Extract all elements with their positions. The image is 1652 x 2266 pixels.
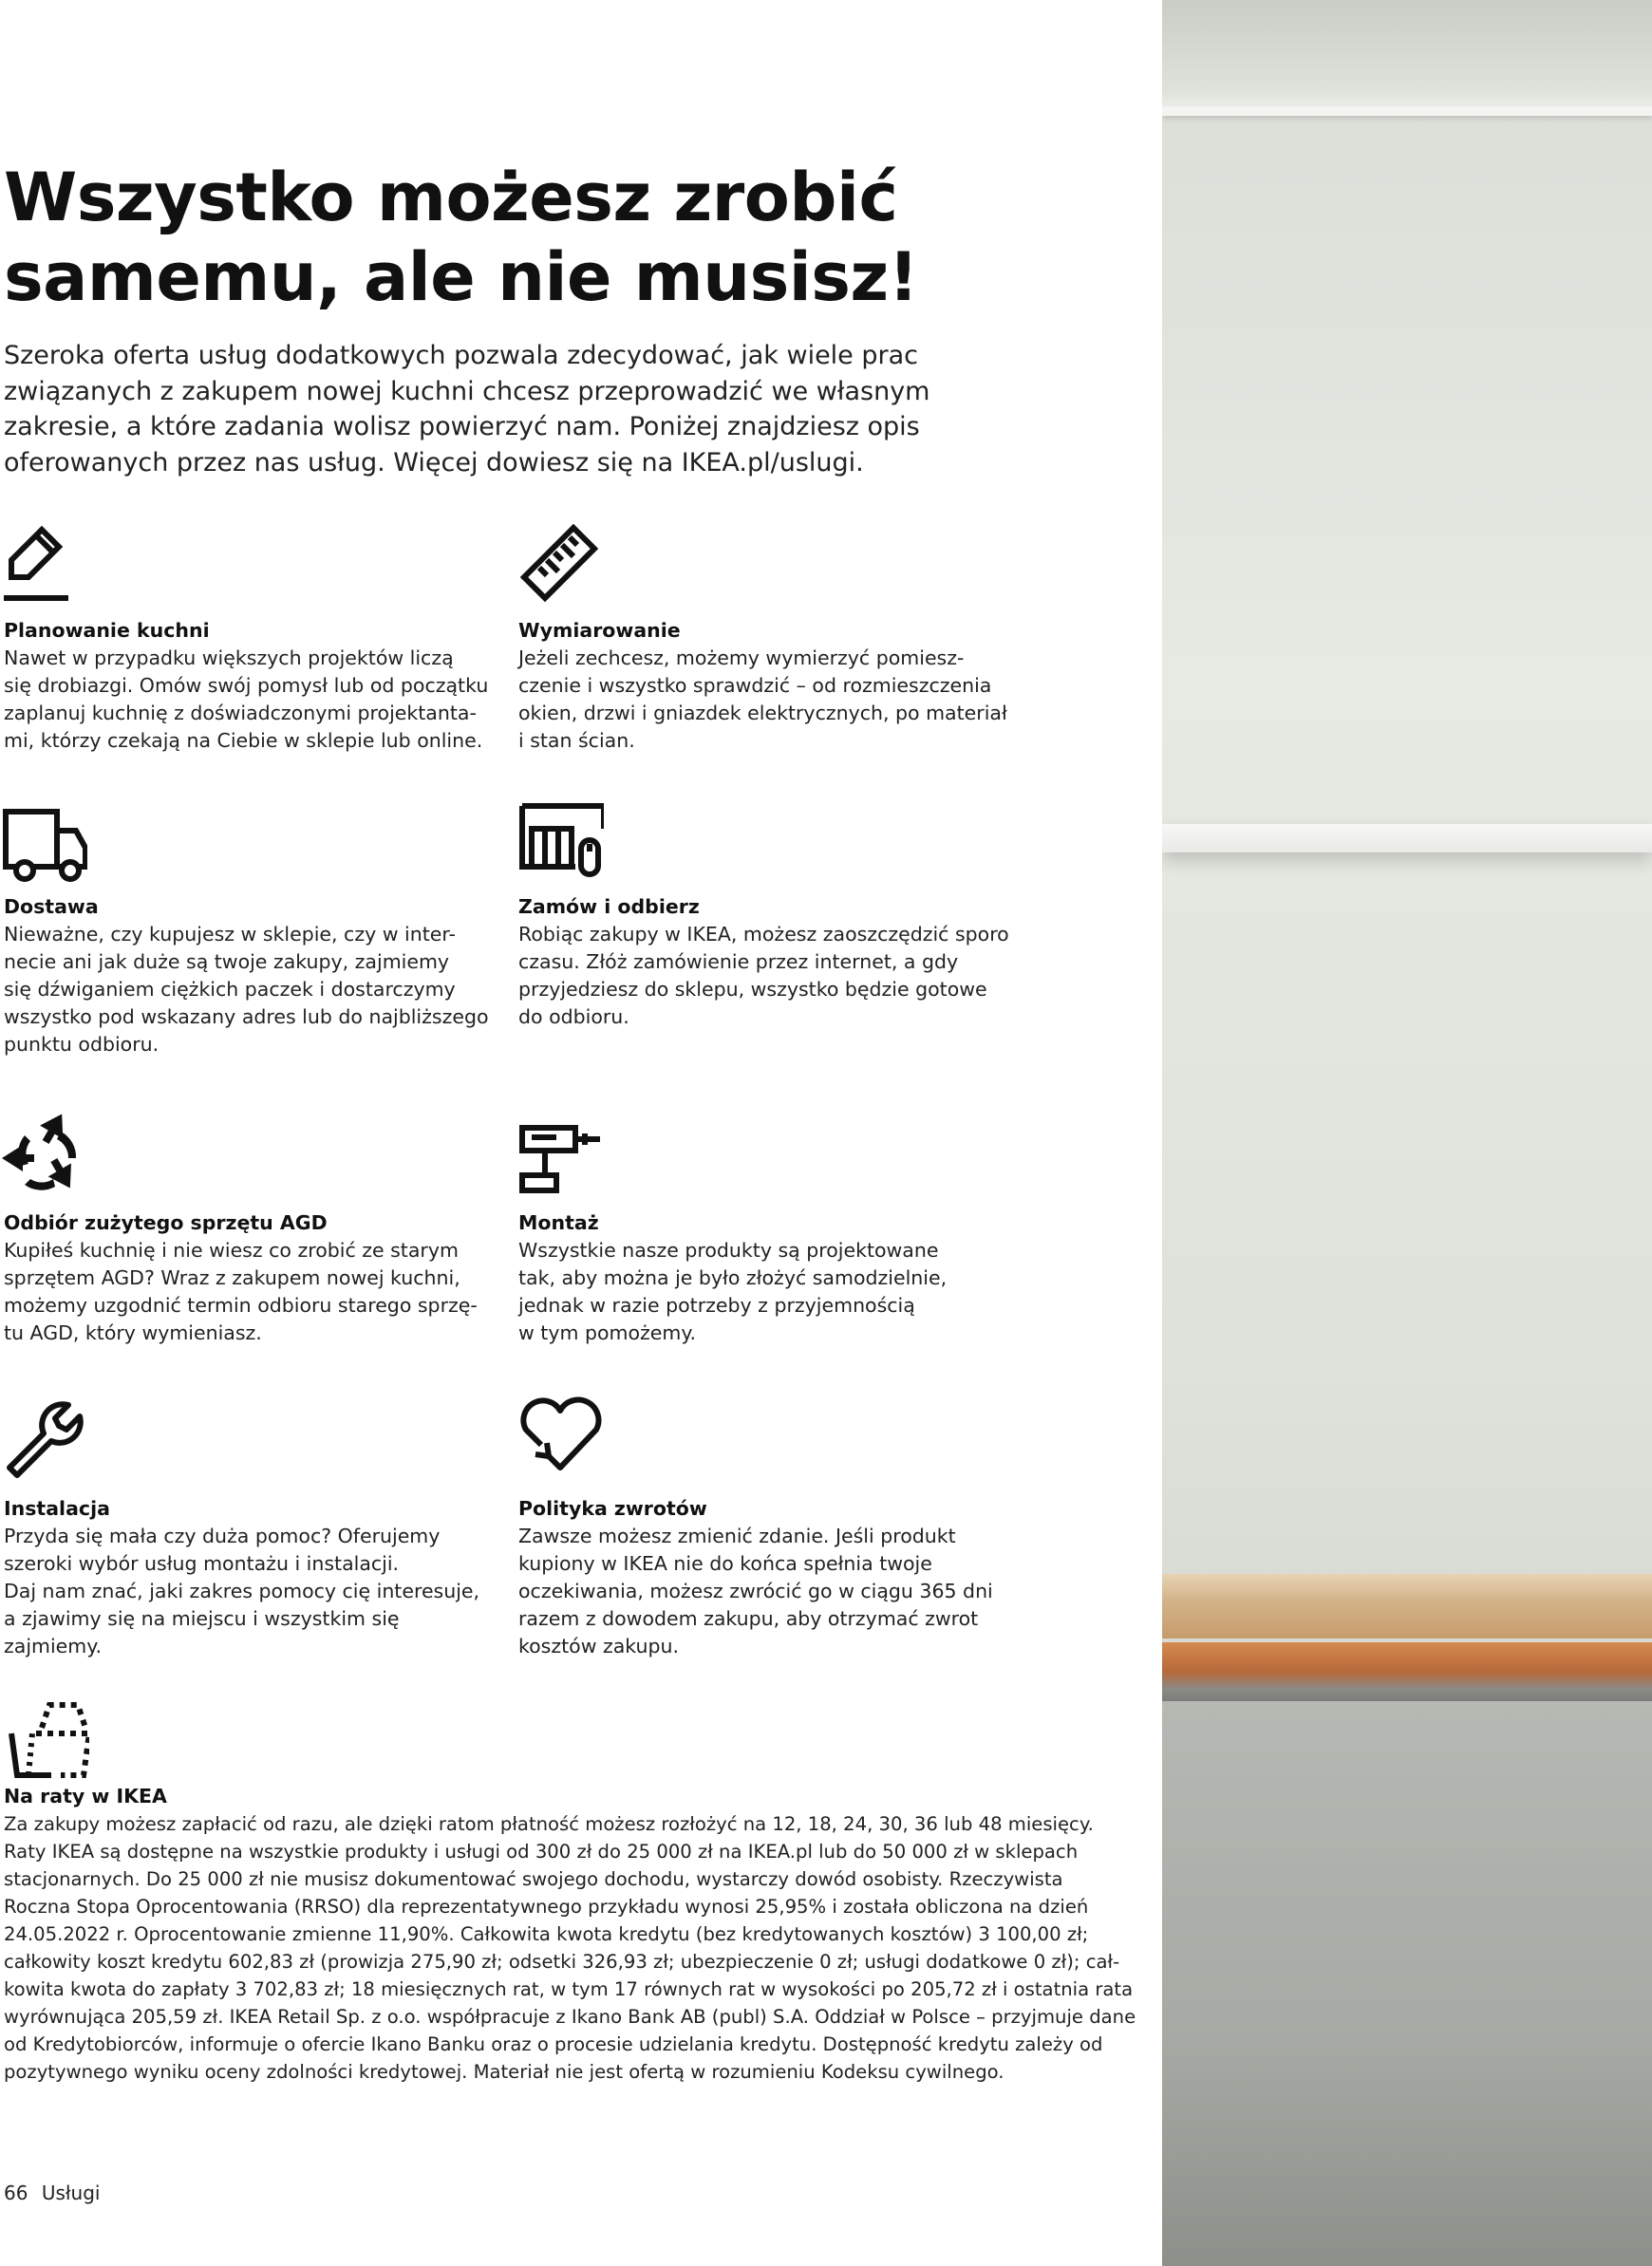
service-text-line: kupiony w IKEA nie do końca spełnia twoje <box>518 1552 932 1575</box>
recycle-icon <box>2 1111 87 1196</box>
service-text-line: punktu odbioru. <box>4 1033 160 1056</box>
raty-text-line: 24.05.2022 r. Oprocentowanie zmienne 11,90%. Całkowita kwota kredytu (bez kredytowanych kosztów) 3 100,00 zł; <box>4 1923 1089 1945</box>
service-text-line: Kupiłeś kuchnię i nie wiesz co zrobić ze starym <box>4 1239 459 1262</box>
service-text-line: oczekiwania, możesz zwrócić go w ciągu 365 dni <box>518 1580 993 1602</box>
service-polityka-zwrotow <box>518 1495 1050 1660</box>
raty-text-line: Za zakupy możesz zapłacić od razu, ale dzięki ratom płatność możesz rozłożyć na 12, 18, 24, 30, 36 lub 48 miesięcy. <box>4 1813 1094 1835</box>
raty-text-line: pozytywnego wyniku oceny zdolności kredytowej. Materiał nie jest ofertą w rozumieniu Kodeksu cywilnego. <box>4 2061 1004 2083</box>
title-line: Wszystko możesz zrobić <box>4 159 898 236</box>
raty-text-line: kowita kwota do zapłaty 3 702,83 zł; 18 miesięcznych rat, w tym 17 równych rat w wysokości po 205,72 zł i ostatnia rata <box>4 1978 1134 2000</box>
pencil-icon <box>2 522 87 608</box>
service-odbior-zuzytego-sprzetu-agd <box>4 1209 535 1347</box>
service-text-line: Daj nam znać, jaki zakres pomocy cię interesuje, <box>4 1580 480 1602</box>
click-collect-icon <box>518 800 604 886</box>
page-title <box>4 158 1143 317</box>
heart-return-icon <box>518 1395 604 1481</box>
service-title: Montaż <box>518 1211 599 1234</box>
ruler-icon <box>518 520 604 606</box>
service-text-line: wszystko pod wskazany adres lub do najbliższego <box>4 1005 489 1028</box>
service-text-line: się dźwiganiem ciężkich paczek i dostarczymy <box>4 978 456 1001</box>
wrench-icon <box>2 1395 87 1481</box>
raty-text-line: Roczna Stopa Oprocentowania (RRSO) dla reprezentatywnego przykładu wynosi 25,95% i została obliczona na dzień <box>4 1896 1089 1918</box>
title-line: samemu, ale nie musisz! <box>4 238 919 316</box>
service-text-line: Przyda się mała czy duża pomoc? Oferujemy <box>4 1525 441 1547</box>
service-text-line: Robiąc zakupy w IKEA, możesz zaoszczędzić sporo <box>518 923 1009 946</box>
service-text-line: Nieważne, czy kupujesz w sklepie, czy w inter- <box>4 923 456 946</box>
service-instalacja <box>4 1495 535 1660</box>
service-text-line: Nawet w przypadku większych projektów liczą <box>4 646 454 669</box>
service-text-line: a zjawimy się na miejscu i wszystkim się <box>4 1607 400 1630</box>
service-text-line: możemy uzgodnić termin odbioru starego sprzę- <box>4 1294 478 1317</box>
service-text-line: okien, drzwi i gniazdek elektrycznych, po materiał <box>518 702 1007 724</box>
service-dostawa <box>4 893 535 1058</box>
service-wymiarowanie <box>518 617 1050 755</box>
intro-line: związanych z zakupem nowej kuchni chcesz przeprowadzić we własnym <box>4 376 930 406</box>
service-text-line: necie ani jak duże są twoje zakupy, zajmiemy <box>4 950 450 973</box>
service-text-line: Zawsze możesz zmienić zdanie. Jeśli produkt <box>518 1525 956 1547</box>
service-text-line: mi, którzy czekają na Ciebie w sklepie lub online. <box>4 729 483 752</box>
footer-section: Usługi <box>41 2182 101 2204</box>
service-zamow-i-odbierz <box>518 893 1050 1031</box>
truck-icon <box>2 802 87 888</box>
service-text-line: jednak w razie potrzeby z przyjemnością <box>518 1294 915 1317</box>
service-text-line: i stan ścian. <box>518 729 635 752</box>
raty-text-line: stacjonarnych. Do 25 000 zł nie musisz dokumentować swojego dochodu, wystarczy dowód osobisty. Rzeczywista <box>4 1868 1063 1890</box>
service-text-line: tu AGD, który wymieniasz. <box>4 1321 262 1344</box>
photo-lower-panel <box>1162 1701 1652 2266</box>
service-title: Na raty w IKEA <box>4 1785 167 1807</box>
service-text-line: przyjedziesz do sklepu, wszystko będzie gotowe <box>518 978 987 1001</box>
service-na-raty <box>4 1783 1153 2086</box>
photo-top-edge <box>1162 106 1652 116</box>
service-text-line: się drobiazgi. Omów swój pomysł lub od początku <box>4 674 489 697</box>
service-text-line: w tym pomożemy. <box>518 1321 697 1344</box>
intro-line: zakresie, a które zadania wolisz powierzyć nam. Poniżej znajdziesz opis <box>4 412 920 441</box>
service-text-line: sprzętem AGD? Wraz z zakupem nowej kuchni, <box>4 1266 460 1289</box>
service-title: Dostawa <box>4 895 99 918</box>
service-title: Instalacja <box>4 1497 110 1520</box>
kitchen-shelf-photo <box>1162 0 1652 2266</box>
service-title: Odbiór zużytego sprzętu AGD <box>4 1211 328 1234</box>
service-text-line: do odbioru. <box>518 1005 629 1028</box>
service-text-line: tak, aby można je było złożyć samodzielnie, <box>518 1266 948 1289</box>
photo-wooden-board <box>1162 1574 1652 1639</box>
service-text-line: kosztów zakupu. <box>518 1635 680 1657</box>
raty-text-line: Raty IKEA są dostępne na wszystkie produkty i usługi od 300 zł do 25 000 zł na IKEA.pl lub do 50 000 zł w sklepach <box>4 1841 1079 1863</box>
service-text-line: razem z dowodem zakupu, aby otrzymać zwrot <box>518 1607 979 1630</box>
photo-top-shelf <box>1162 0 1652 114</box>
raty-text-line: od Kredytobiorców, informuje o ofercie Ikano Banku oraz o procesie udzielania kredytu. Dostępność kredytu zależy od <box>4 2033 1103 2055</box>
service-title: Polityka zwrotów <box>518 1497 707 1520</box>
service-text-line: szeroki wybór usług montażu i instalacji. <box>4 1552 400 1575</box>
service-montaz <box>518 1209 1050 1347</box>
service-text-line: Jeżeli zechcesz, możemy wymierzyć pomiesz- <box>518 646 965 669</box>
service-title: Wymiarowanie <box>518 619 681 642</box>
service-planowanie-kuchni <box>4 617 535 755</box>
raty-text-line: całkowity koszt kredytu 602,83 zł (prowizja 275,90 zł; odsetki 326,93 zł; ubezpieczenie 0 zł; usługi dodatkowe 0 zł); cał- <box>4 1951 1120 1973</box>
photo-middle-shelf <box>1162 824 1652 852</box>
intro-line: oferowanych przez nas usług. Więcej dowiesz się na IKEA.pl/uslugi. <box>4 447 864 478</box>
photo-rail <box>1162 1642 1652 1701</box>
service-text-line: czasu. Złóż zamówienie przez internet, a gdy <box>518 950 959 973</box>
drill-icon <box>518 1120 604 1206</box>
service-title: Zamów i odbierz <box>518 895 700 918</box>
page-footer <box>4 2181 107 2205</box>
service-text-line: Wszystkie nasze produkty są projektowane <box>518 1239 939 1262</box>
service-text-line: zajmiemy. <box>4 1635 102 1657</box>
installments-icon <box>4 1699 89 1785</box>
service-title: Planowanie kuchni <box>4 619 210 642</box>
intro-paragraph <box>4 338 953 480</box>
intro-line: Szeroka oferta usług dodatkowych pozwala zdecydować, jak wiele prac <box>4 341 919 370</box>
page-number: 66 <box>4 2182 28 2204</box>
raty-text-line: wyrównująca 205,59 zł. IKEA Retail Sp. z o.o. współpracuje z Ikano Bank AB (publ) S.A. Oddział w Polsce – przyjmuje dane <box>4 2006 1136 2028</box>
service-text-line: czenie i wszystko sprawdzić – od rozmieszczenia <box>518 674 992 697</box>
service-text-line: zaplanuj kuchnię z doświadczonymi projektanta- <box>4 702 477 724</box>
